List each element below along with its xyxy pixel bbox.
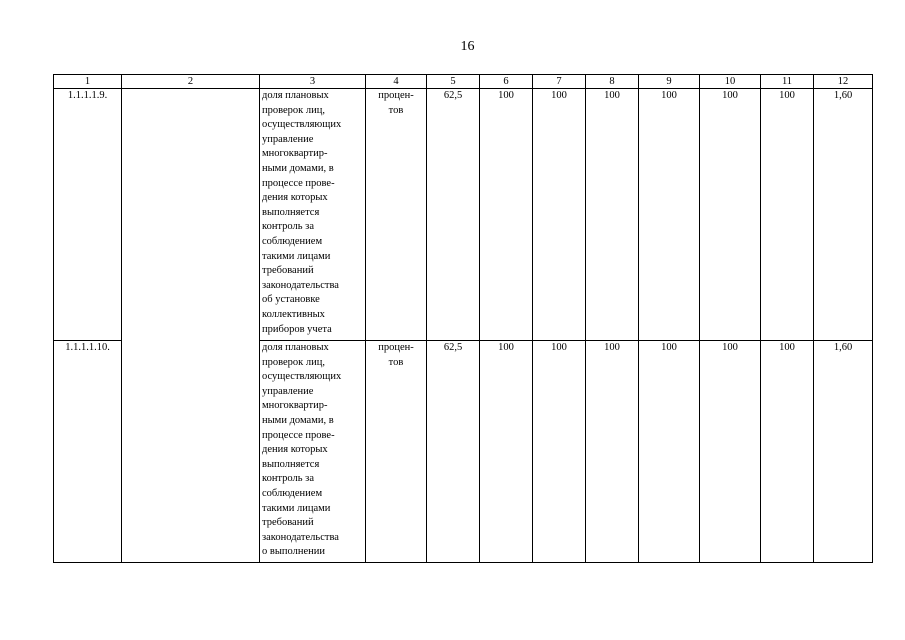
column-header: 10 — [700, 75, 761, 89]
column-header: 11 — [761, 75, 814, 89]
value-cell: 100 — [761, 341, 814, 563]
indicator-text: доля плановых проверок лиц, осуществляющих управление многоквартир- ными домами, в процессе прове- дения которых выполняется контроль за соблюдением такими лицами требований законодательства о выполнении — [260, 341, 366, 563]
column-header: 2 — [122, 75, 260, 89]
table-row — [54, 89, 873, 341]
row-id: 1.1.1.1.9. — [54, 89, 122, 341]
column-header: 6 — [480, 75, 533, 89]
column-header: 12 — [814, 75, 873, 89]
row-name — [122, 89, 260, 563]
value-cell: 100 — [639, 89, 700, 341]
value-cell: 62,5 — [427, 89, 480, 341]
row-id: 1.1.1.1.10. — [54, 341, 122, 563]
value-cell: 62,5 — [427, 341, 480, 563]
value-cell: 1,60 — [814, 341, 873, 563]
unit-cell: процен- тов — [366, 89, 427, 341]
unit-cell: процен- тов — [366, 341, 427, 563]
value-cell: 100 — [533, 341, 586, 563]
column-header: 9 — [639, 75, 700, 89]
column-header: 4 — [366, 75, 427, 89]
value-cell: 100 — [480, 89, 533, 341]
indicator-text: доля плановых проверок лиц, осуществляющих управление многоквартир- ными домами, в процессе прове- дения которых выполняется контроль за соблюдением такими лицами требований законодательства об установке коллективных приборов учета — [260, 89, 366, 341]
column-header: 7 — [533, 75, 586, 89]
header-row — [54, 75, 873, 89]
value-cell: 100 — [761, 89, 814, 341]
indicator-table — [53, 74, 873, 563]
value-cell: 100 — [700, 341, 761, 563]
page-number: 16 — [460, 39, 475, 54]
value-cell: 100 — [586, 341, 639, 563]
value-cell: 100 — [700, 89, 761, 341]
column-header: 5 — [427, 75, 480, 89]
value-cell: 100 — [639, 341, 700, 563]
column-header: 8 — [586, 75, 639, 89]
column-header: 1 — [54, 75, 122, 89]
value-cell: 100 — [533, 89, 586, 341]
value-cell: 100 — [586, 89, 639, 341]
value-cell: 100 — [480, 341, 533, 563]
column-header: 3 — [260, 75, 366, 89]
value-cell: 1,60 — [814, 89, 873, 341]
